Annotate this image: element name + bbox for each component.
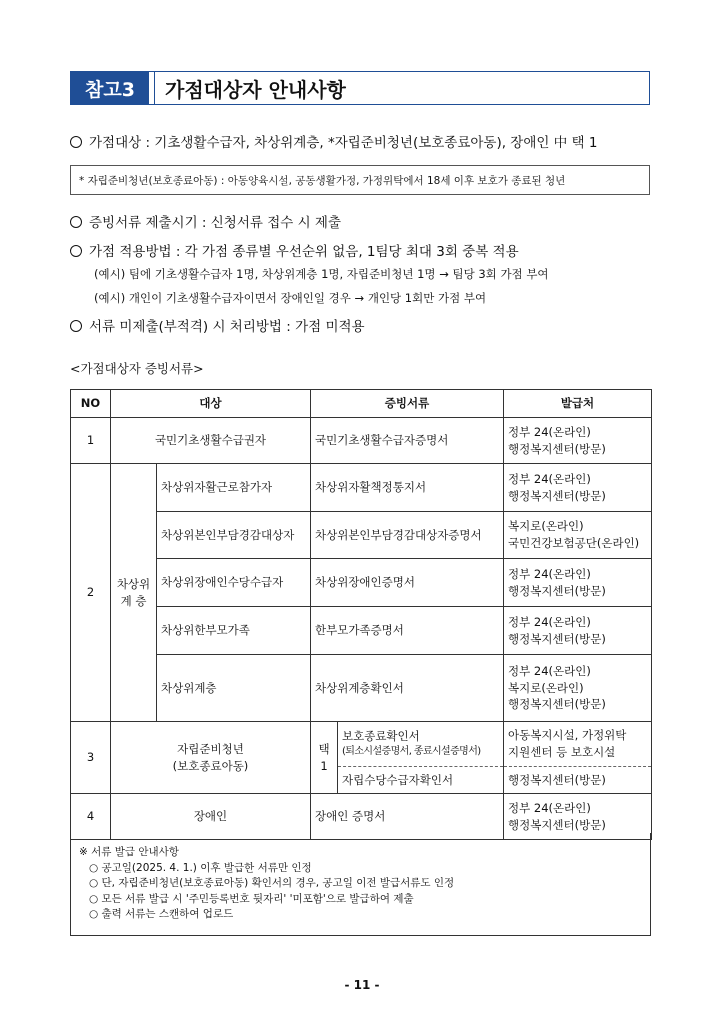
cell-doc: 차상위장애인증명서 [311,559,504,607]
table-row [71,418,652,464]
choice-line: 1 [320,758,328,773]
header-no: NO [71,390,111,418]
cell-group [111,464,157,722]
cell-doc: 장애인 증명서 [311,794,504,840]
example-2: (예시) 개인이 기초생활수급자이면서 장애인일 경우 → 개인당 1회만 가점 부여 [94,291,487,305]
cell-issuer [504,722,652,767]
issuer-line: 복지로(온라인) [508,519,584,534]
cell-target [111,722,311,794]
cell-issuer [504,512,652,559]
issuer-line: 정부 24(온라인) [508,471,591,486]
section-header [70,71,650,105]
example-1: (예시) 팀에 기초생활수급자 1명, 차상위계층 1명, 자립준비청년 1명 → 팀당 3회 가점 부여 [94,267,549,281]
circle-bullet-icon [70,216,82,228]
page-number: - 11 - [344,978,380,992]
header-doc: 증빙서류 [311,390,504,418]
table-row [71,722,652,767]
table-row [71,655,652,722]
section-title: 가점대상자 안내사항 [165,77,346,102]
cell-target: 차상위장애인수당수급자 [157,559,311,607]
bullet-timing-text: 증빙서류 제출시기 : 신청서류 접수 시 제출 [89,215,341,231]
bullet-missing [70,315,365,335]
doc-line: 보호종료확인서 [342,729,420,744]
table-caption: <가점대상자 증빙서류> [70,361,204,376]
circle-bullet-icon [70,245,82,257]
cell-issuer [504,418,652,464]
cell-doc [338,722,504,767]
bullet-timing [70,211,341,231]
issuer-line: 행정복지센터(방문) [508,488,606,503]
bullet-method [70,240,519,260]
table-row [71,559,652,607]
cell-target: 국민기초생활수급권자 [111,418,311,464]
issuer-line: 행정복지센터(방문) [508,583,606,598]
group-line: 계 층 [120,593,147,608]
cell-target: 차상위계층 [157,655,311,722]
table-row [71,512,652,559]
issuer-line: 지원센터 등 보호시설 [508,745,616,759]
cell-issuer [504,559,652,607]
header-target: 대상 [111,390,311,418]
issuer-line: 국민건강보험공단(온라인) [508,536,640,550]
cell-issuer [504,464,652,512]
group-line: 차상위 [116,576,151,591]
issuer-line: 정부 24(온라인) [508,800,591,815]
cell-choice [311,722,338,794]
table-header-row [71,390,652,418]
footnote-text: * 자립준비청년(보호종료아동) : 아동양육시설, 공동생활가정, 가정위탁에서 18세 이후 보호가 종료된 청년 [79,174,566,187]
circle-bullet-icon [70,320,82,332]
issuer-line: 복지로(온라인) [508,680,584,695]
issuer-line: 정부 24(온라인) [508,566,591,581]
cell-no: 2 [71,464,111,722]
cell-target: 차상위본인부담경감대상자 [157,512,311,559]
bullet-target-text: 가점대상 : 기초생활수급자, 차상위계층, *자립준비청년(보호종료아동), 장애인 中 택 1 [89,135,598,151]
cell-doc: 국민기초생활수급자증명서 [311,418,504,464]
cell-doc: 차상위자활책정통지서 [311,464,504,512]
issuer-line: 정부 24(온라인) [508,614,591,629]
cell-doc: 한부모가족증명서 [311,607,504,655]
footnote-box [70,165,650,195]
table-row [71,607,652,655]
target-line: (보호종료아동) [172,758,249,773]
table-row [71,464,652,512]
bullet-missing-text: 서류 미제출(부적격) 시 처리방법 : 가점 미적용 [89,319,365,335]
issuer-line: 행정복지센터(방문) [508,631,606,646]
cell-target: 장애인 [111,794,311,840]
issuance-notes [70,833,651,936]
issuer-line: 행정복지센터(방문) [508,817,606,832]
cell-no: 3 [71,722,111,794]
cell-doc: 자립수당수급자확인서 [338,767,504,794]
notes-title: ※ 서류 발급 안내사항 [79,846,179,858]
evidence-table [70,389,652,840]
cell-no: 4 [71,794,111,840]
cell-issuer [504,655,652,722]
cell-target: 차상위자활근로참가자 [157,464,311,512]
bullet-target [70,131,597,151]
doc-line: (퇴소시설증명서, 종료시설증명서) [342,746,481,758]
section-badge: 참고3 [71,72,149,104]
cell-issuer [504,607,652,655]
choice-line: 택 [318,741,330,756]
issuer-line: 정부 24(온라인) [508,424,591,439]
issuer-line: 행정복지센터(방문) [508,697,606,712]
bullet-method-text: 가점 적용방법 : 각 가점 종류별 우선순위 없음, 1팀당 최대 3회 중복 적용 [89,244,519,260]
cell-doc: 차상위본인부담경감대상자증명서 [311,512,504,559]
notes-item: ○ 모든 서류 발급 시 '주민등록번호 뒷자리' '미포함'으로 발급하여 제출 [89,892,414,905]
cell-doc: 차상위계층확인서 [311,655,504,722]
target-line: 자립준비청년 [177,741,244,756]
issuer-line: 행정복지센터(방문) [508,441,606,456]
cell-target: 차상위한부모가족 [157,607,311,655]
notes-item: ○ 단, 자립준비청년(보호종료아동) 확인서의 경우, 공고일 이전 발급서류도 인정 [89,877,455,889]
notes-item: ○ 공고일(2025. 4. 1.) 이후 발급한 서류만 인정 [89,861,312,874]
notes-item: ○ 출력 서류는 스캔하여 업로드 [89,908,234,920]
cell-issuer: 행정복지센터(방문) [504,767,652,794]
circle-bullet-icon [70,136,82,148]
cell-no: 1 [71,418,111,464]
issuer-line: 정부 24(온라인) [508,663,591,678]
issuer-line: 아동복지시설, 가정위탁 [508,728,627,743]
header-issuer: 발급처 [504,390,652,418]
